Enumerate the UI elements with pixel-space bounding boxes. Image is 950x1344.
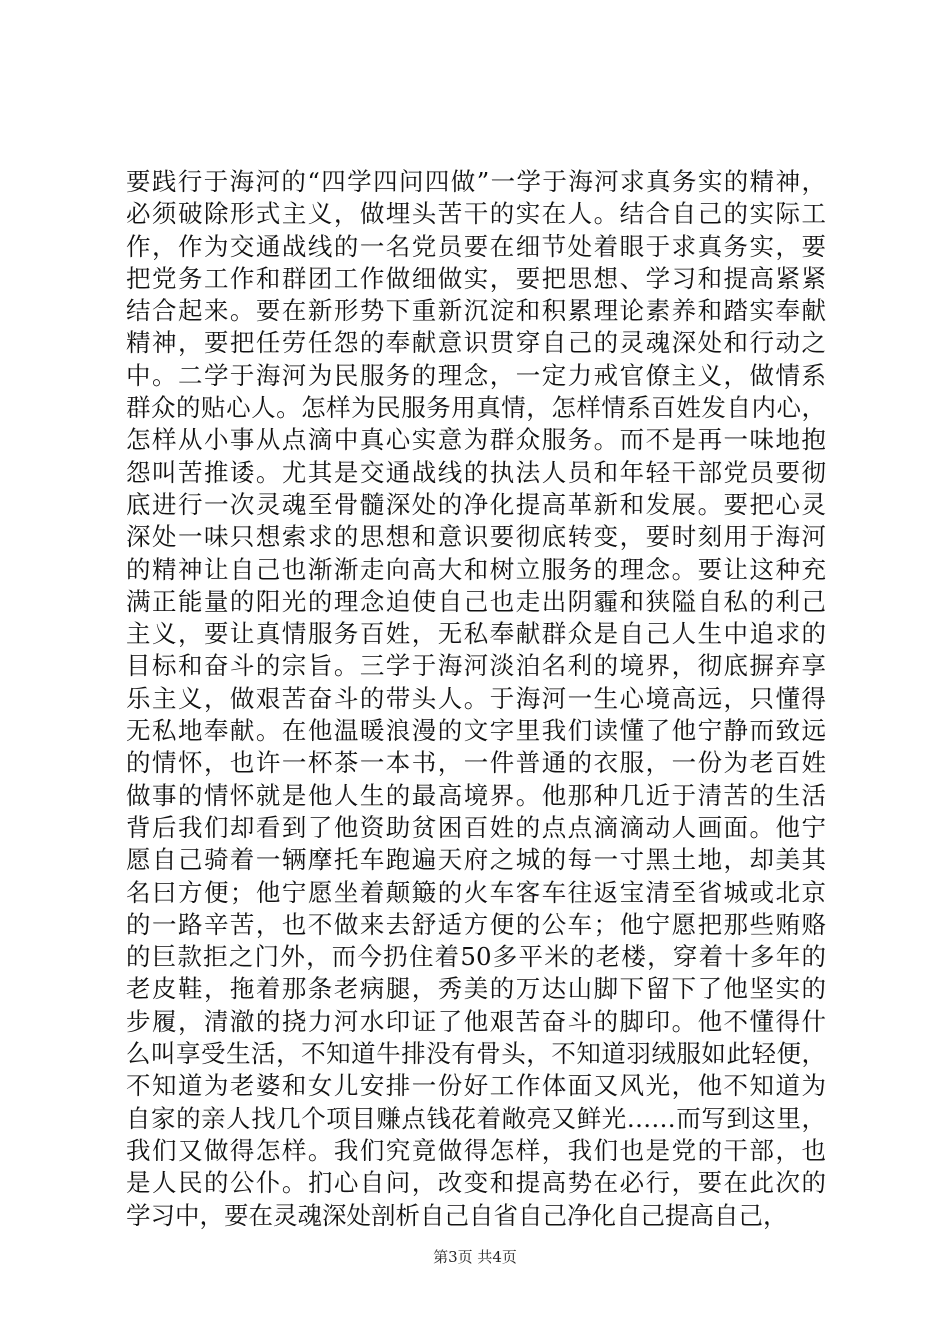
text-line: 深处一味只想索求的思想和意识要彻底转变，要时刻用于海河 (126, 522, 826, 552)
text-line: 把党务工作和群团工作做细做实，要把思想、学习和提高紧紧 (126, 263, 826, 293)
text-line: 的一路辛苦，也不做来去舒适方便的公车；他宁愿把那些贿赂 (126, 909, 826, 939)
text-line: 名曰方便；他宁愿坐着颠簸的火车客车往返宝清至省城或北京 (126, 877, 826, 907)
text-line: 做事的情怀就是他人生的最高境界。他那种几近于清苦的生活 (126, 780, 826, 810)
text-line: 精神，要把任劳任怨的奉献意识贯穿自己的灵魂深处和行动之 (126, 328, 826, 358)
page-footer: 第3页 共4页 (433, 1248, 517, 1266)
text-line: 老皮鞋，拖着那条老病腿，秀美的万达山脚下留下了他坚实的 (126, 974, 826, 1004)
text-line: 背后我们却看到了他资助贫困百姓的点点滴滴动人画面。他宁 (126, 812, 826, 842)
text-line: 自家的亲人找几个项目赚点钱花着敞亮又鲜光……而写到这里， (126, 1103, 826, 1133)
text-line: 乐主义，做艰苦奋斗的带头人。于海河一生心境高远，只懂得 (126, 683, 826, 713)
text-line: 的情怀，也许一杯茶一本书，一件普通的衣服，一份为老百姓 (126, 748, 826, 778)
text-line: 底进行一次灵魂至骨髓深处的净化提高革新和发展。要把心灵 (126, 489, 826, 519)
text-line: 必须破除形式主义，做埋头苦干的实在人。结合自己的实际工 (126, 199, 826, 229)
text-line: 不知道为老婆和女儿安排一份好工作体面又风光，他不知道为 (126, 1071, 826, 1101)
text-line: 是人民的公仆。扪心自问，改变和提高势在必行，要在此次的 (126, 1168, 826, 1198)
text-line: 主义，要让真情服务百姓，无私奉献群众是自己人生中追求的 (126, 619, 826, 649)
text-line: 要践行于海河的“四学四问四做”一学于海河求真务实的精神， (126, 167, 826, 196)
text-line: 怨叫苦推诿。尤其是交通战线的执法人员和年轻干部党员要彻 (126, 457, 826, 487)
text-line: 作，作为交通战线的一名党员要在细节处着眼于求真务实，要 (126, 231, 826, 261)
text-line: 步履，清澈的挠力河水印证了他艰苦奋斗的脚印。他不懂得什 (126, 1006, 826, 1036)
body-paragraph (126, 166, 826, 1232)
text-line: 结合起来。要在新形势下重新沉淀和积累理论素养和踏实奉献 (126, 296, 826, 326)
text-line: 学习中，要在灵魂深处剖析自己自省自己净化自己提高自己， (126, 1200, 788, 1230)
text-line: 无私地奉献。在他温暖浪漫的文字里我们读懂了他宁静而致远 (126, 716, 826, 746)
text-line: 群众的贴心人。怎样为民服务用真情，怎样情系百姓发自内心， (126, 393, 826, 423)
text-line: 愿自己骑着一辆摩托车跑遍天府之城的每一寸黑土地，却美其 (126, 845, 826, 875)
text-line: 满正能量的阳光的理念迫使自己也走出阴霾和狭隘自私的利己 (126, 586, 826, 616)
text-line: 中。二学于海河为民服务的理念，一定力戒官僚主义，做情系 (126, 360, 826, 390)
text-line: 我们又做得怎样。我们究竟做得怎样，我们也是党的干部，也 (126, 1135, 826, 1165)
text-line: 么叫享受生活，不知道牛排没有骨头，不知道羽绒服如此轻便， (126, 1039, 826, 1069)
text-line: 怎样从小事从点滴中真心实意为群众服务。而不是再一味地抱 (126, 425, 826, 455)
text-line: 的精神让自己也渐渐走向高大和树立服务的理念。要让这种充 (126, 554, 826, 584)
text-line: 目标和奋斗的宗旨。三学于海河淡泊名利的境界，彻底摒弃享 (126, 651, 826, 681)
text-line: 的巨款拒之门外，而今扔住着50多平米的老楼，穿着十多年的 (126, 942, 826, 972)
